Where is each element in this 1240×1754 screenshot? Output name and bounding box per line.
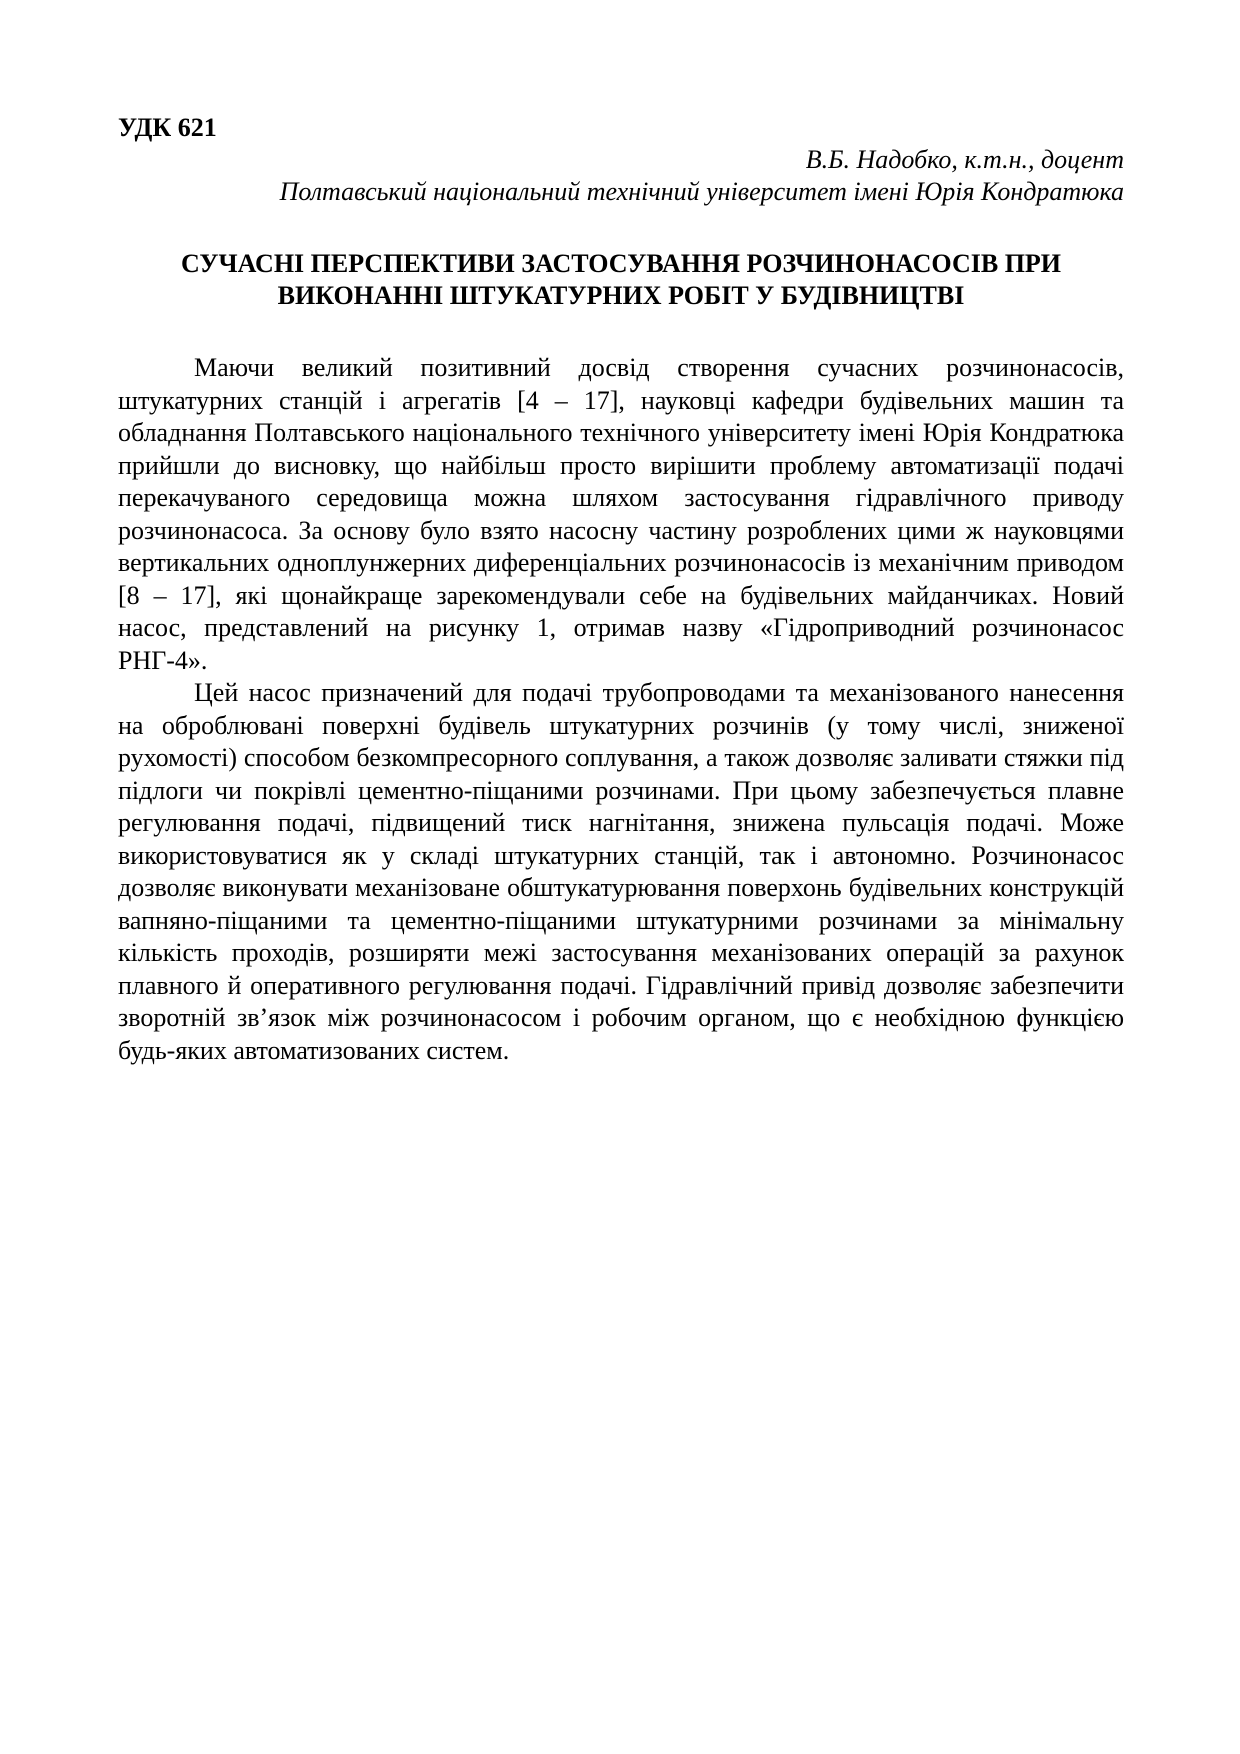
paper-title bbox=[118, 248, 1124, 312]
author-line: В.Б. Надобко, к.т.н., доцент bbox=[805, 145, 1124, 174]
body-text bbox=[118, 352, 1124, 1067]
paper-page bbox=[118, 112, 1124, 1067]
paper-title-line-2: ВИКОНАННІ ШТУКАТУРНИХ РОБІТ У БУДІВНИЦТВІ bbox=[277, 281, 965, 310]
paper-title-line-1: СУЧАСНІ ПЕРСПЕКТИВИ ЗАСТОСУВАННЯ РОЗЧИНОНАСОСІВ ПРИ bbox=[180, 249, 1062, 278]
affiliation-line: Полтавський національний технічний університет імені Юрія Кондратюка bbox=[279, 177, 1124, 206]
paragraph-1: Маючи великий позитивний досвід створення сучасних розчинонасосів, штукатурних станцій і агрегатів [4 – 17], науковці кафедри будівельних машин та обладнання Полтавського національного технічного університету імені Юрія Кондратюка прийшли до висновку, що найбільш просто вирішити проблему автоматизації подачі перекачуваного середовища можна шляхом застосування гідравлічного приводу розчинонасоса. За основу було взято насосну частину розроблених цими ж науковцями вертикальних одноплунжерних диференціальних розчинонасосів із механічним приводом [8 – 17], які щонайкраще зарекомендували себе на будівельних майданчиках. Новий насос, представлений на рисунку 1, отримав назву «Гідроприводний розчинонасос РНГ-4». bbox=[118, 353, 1124, 675]
paragraph-2: Цей насос призначений для подачі трубопроводами та механізованого нанесення на оброблювані поверхні будівель штукатурних розчинів (у тому числі, зниженої рухомості) способом безкомпресорного соплування, а також дозволяє заливати стяжки під підлоги чи покрівлі цементно-піщаними розчинами. При цьому забезпечується плавне регулювання подачі, підвищений тиск нагнітання, знижена пульсація подачі. Може використовуватися як у складі штукатурних станцій, так і автономно. Розчинонасос дозволяє виконувати механізоване обштукатурювання поверхонь будівельних конструкцій вапняно-піщаними та цементно-піщаними штукатурними розчинами за мінімальну кількість проходів, розширяти межі застосування механізованих операцій за рахунок плавного й оперативного регулювання подачі. Гідравлічний привід дозволяє забезпечити зворотній зв’язок між розчинонасосом і робочим органом, що є необхідною функцією будь-яких автоматизованих систем. bbox=[118, 678, 1124, 1065]
udk-code: УДК 621 bbox=[118, 113, 217, 142]
